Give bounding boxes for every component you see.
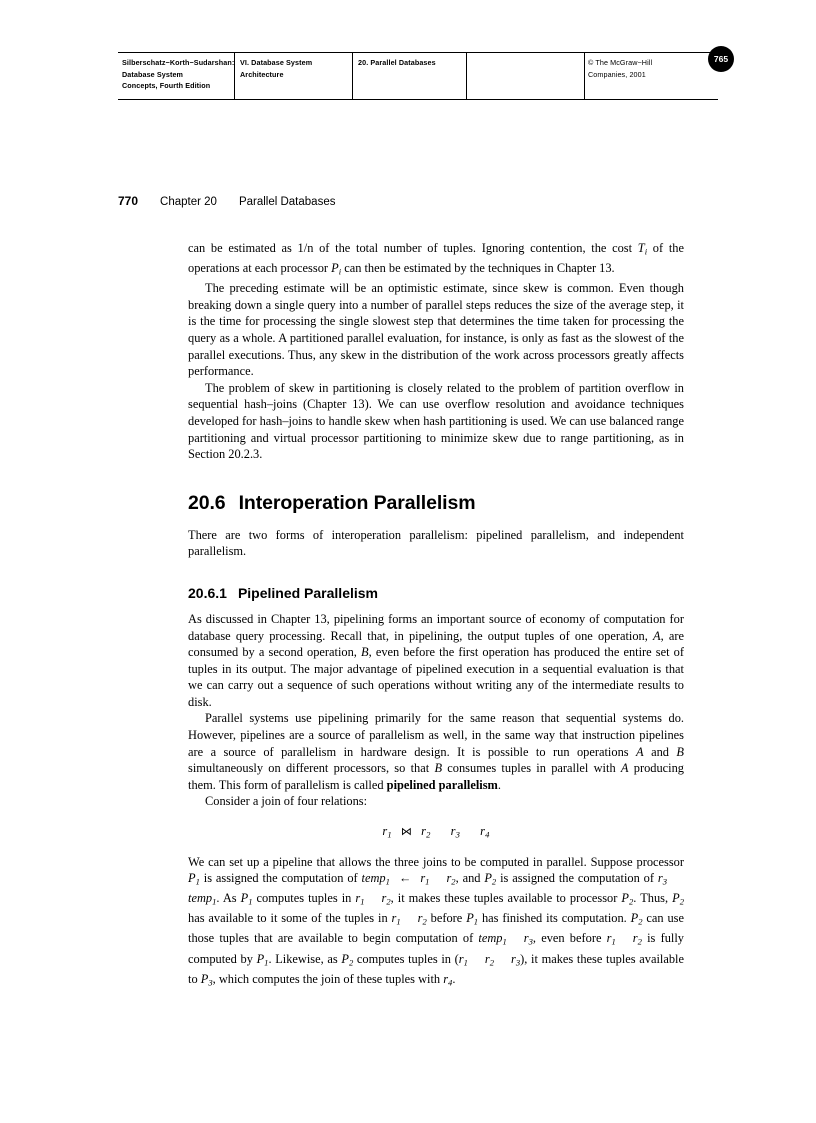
header-book-title: [122, 57, 234, 92]
p8-part-s: .: [452, 971, 456, 986]
p8-part-p: computes tuples in (: [353, 951, 459, 966]
p1-line2-post: can then be estimated by the techniques in: [341, 261, 554, 276]
paragraph-6: [188, 710, 684, 793]
eq-r3-sub: 3: [455, 829, 461, 840]
p8-r1: r: [420, 871, 426, 886]
p8-r2-d: r: [632, 931, 638, 946]
p5-symbol-B: B: [361, 645, 369, 660]
p8-part-k: has finished its computation.: [478, 911, 631, 926]
p8-r4: r: [443, 971, 449, 986]
p8-symbol-P3: P: [200, 971, 209, 986]
eq-r3: r: [450, 824, 456, 839]
p8-temp1-sub: 1: [385, 876, 390, 887]
p1-line1: can be estimated as 1/n of the total number of tuples. Ignoring contention, the cost: [188, 241, 633, 255]
p8-r2: r: [446, 871, 452, 886]
header-divider-4: [584, 53, 585, 99]
header-copyright-line1: © The McGraw−Hill: [588, 58, 653, 67]
p8-symbol-P2-c: P: [672, 891, 680, 906]
paragraph-5: [188, 611, 684, 711]
p8-symbol-P2-b: P: [621, 891, 629, 906]
p6-part-c: simultaneously on different processors, so that: [188, 761, 435, 776]
header-part-line2: Architecture: [240, 69, 284, 79]
header-chapter-title: [358, 57, 466, 69]
p8-part-f: computes tuples in: [252, 891, 356, 906]
p8-part-g: , it makes these tuples available to processor: [390, 891, 622, 906]
header-chapter-line1: 20. Parallel Databases: [358, 58, 436, 67]
header-book-title-line3: Concepts, Fourth Edition: [122, 81, 211, 90]
p6-symbol-B: B: [676, 744, 684, 759]
p5-part-c: , even before the first operation has produced the entire set of tuples in its output. The major advantage of pipelined execution in a sequential evaluation is that we can carry out a sequence of such operations without writing any of the intermediate results to disk.: [188, 645, 684, 709]
p8-symbol-P2-e-sub: 2: [348, 957, 354, 967]
p8-part-m: , even before: [532, 931, 607, 946]
eq-r2-sub: 2: [426, 829, 431, 840]
p8-symbol-P2-d-sub: 2: [638, 916, 643, 927]
p8-r1-c: r: [391, 911, 397, 926]
p8-r1-d: r: [606, 931, 612, 946]
p8-r1-e-sub: 1: [463, 957, 468, 967]
eq-r1-sub: 1: [387, 829, 392, 840]
p8-part-b: is assigned the computation of: [199, 871, 362, 886]
p6-part-f: .: [497, 777, 501, 792]
p8-arrow-icon: ←: [398, 871, 412, 886]
p8-temp1-b-sub: 1: [212, 896, 217, 907]
p8-r3-b: r: [523, 931, 529, 946]
p8-r2-c-sub: 2: [422, 916, 427, 927]
p1-line3: Chapter 13.: [556, 261, 615, 276]
folio-page-number: 770: [118, 194, 139, 208]
p8-part-q: ), it makes these tuples available to: [188, 951, 684, 986]
section-title: Interoperation Parallelism: [238, 491, 476, 514]
p8-r3-sub: 3: [662, 876, 668, 887]
p6-symbol-A2: A: [620, 761, 629, 776]
p8-temp1-c-sub: 1: [502, 936, 507, 947]
paragraph-7: Consider a join of four relations:: [205, 794, 368, 809]
folio-chapter-label: Chapter 20: [160, 196, 217, 208]
p8-symbol-P1-c: P: [466, 911, 474, 926]
p8-temp1-c: temp: [478, 931, 503, 946]
subsection-heading-20-6-1: [188, 585, 684, 601]
header-book-title-line1: Silberschatz−Korth−Sudarshan:: [122, 58, 235, 67]
eq-r2: r: [421, 824, 427, 839]
running-header: [118, 52, 718, 100]
p8-r1-c-sub: 1: [396, 916, 401, 927]
header-part-line1: VI. Database System: [240, 58, 313, 67]
p8-r2-e-sub: 2: [489, 957, 495, 967]
p8-symbol-P2-d: P: [630, 911, 639, 926]
p8-r1-b-sub: 1: [360, 896, 365, 907]
paragraph-1: [188, 240, 684, 280]
p8-symbol-P1: P: [188, 871, 196, 886]
p8-symbol-P1-b-sub: 1: [248, 896, 253, 907]
equation-join-of-four-relations: [188, 824, 684, 840]
p8-part-r: , which computes the join of these tuples with: [212, 971, 444, 986]
p1-symbol-T: T: [637, 241, 645, 255]
eq-r4: r: [480, 824, 486, 839]
p6-symbol-A: A: [636, 744, 644, 759]
p8-part-n: is fully computed by: [188, 931, 684, 966]
p8-part-c: , and: [455, 871, 485, 886]
p6-part-e: producing them. This form of parallelism is called: [188, 761, 684, 792]
subsection-title: Pipelined Parallelism: [237, 584, 378, 601]
p8-r2-sub: 2: [451, 876, 456, 887]
p5-part-a: As discussed in Chapter 13, pipelining forms an important source of economy of computation for database query processing. Recall that, in pipelining, the output tuples of one operation,: [188, 611, 684, 643]
header-copyright: [588, 57, 708, 80]
p8-part-l: can use those tuples that are available to begin computation of: [188, 911, 685, 946]
p1-line2-mid: of the operations at each processor: [188, 241, 684, 276]
p8-r3-b-sub: 3: [528, 936, 533, 947]
p8-symbol-P2-b-sub: 2: [629, 896, 634, 907]
p8-part-a: We can set up a pipeline that allows the three joins to be computed in parallel. Suppose processor: [188, 854, 684, 869]
paragraph-4: There are two forms of interoperation parallelism: pipelined parallelism, and independent parallelism.: [188, 527, 684, 559]
p5-symbol-A: A: [653, 628, 661, 643]
eq-r1: r: [382, 824, 388, 839]
p8-symbol-P3-sub: 3: [208, 977, 213, 988]
p8-symbol-P1-b: P: [240, 891, 249, 906]
eq-r4-sub: 4: [485, 829, 490, 840]
p6-part-a: Parallel systems use pipelining primarily for the same reason that sequential systems do. However, pipelines are a source of parallelism as well, in the same way that instruction pipelines are a source of parallelism in hardware design. It is possible to run operations: [188, 711, 684, 759]
p8-r2-d-sub: 2: [637, 936, 642, 947]
p1-symbol-P-sub: i: [338, 266, 342, 277]
header-book-title-line2: Database System: [122, 69, 184, 79]
p5-part-b: , are consumed by a second operation,: [188, 628, 684, 660]
p1-symbol-P: P: [331, 261, 339, 276]
p8-r3-c-sub: 3: [515, 957, 521, 967]
p8-r1-b: r: [355, 891, 361, 906]
p8-part-o: . Likewise, as: [268, 951, 342, 966]
header-divider-2: [352, 53, 353, 99]
header-copyright-line2: Companies, 2001: [588, 69, 646, 79]
p8-r3-c: r: [511, 951, 516, 966]
body-column: [188, 240, 684, 991]
header-divider-3: [466, 53, 467, 99]
p8-part-i: has available to it some of the tuples in: [188, 911, 392, 926]
subsection-number: 20.6.1: [188, 584, 227, 601]
p8-part-e: . As: [216, 891, 241, 906]
p8-symbol-P1-d-sub: 1: [264, 957, 269, 967]
p8-r2-b: r: [381, 891, 387, 906]
p8-temp1-b: temp: [188, 891, 213, 906]
p6-part-b: and: [643, 744, 677, 759]
p8-part-j: before: [426, 911, 467, 926]
p8-part-h: . Thus,: [633, 891, 673, 906]
p8-symbol-P2-c-sub: 2: [679, 896, 684, 907]
p8-symbol-P2-e: P: [341, 951, 349, 966]
p8-symbol-P1-d: P: [256, 951, 265, 966]
p8-r1-e: r: [458, 951, 464, 966]
p8-r4-sub: 4: [448, 977, 453, 988]
p8-r1-d-sub: 1: [611, 936, 616, 947]
p8-symbol-P2-sub: 2: [491, 876, 497, 887]
p8-temp1: temp: [361, 871, 386, 886]
section-number: 20.6: [188, 491, 226, 514]
p8-r1-sub: 1: [425, 876, 430, 887]
section-heading-20-6: [188, 492, 684, 515]
p8-part-d: is assigned the computation of: [496, 871, 658, 886]
folio-chapter-title: Parallel Databases: [238, 196, 336, 208]
p8-r2-b-sub: 2: [386, 896, 391, 907]
join-operator-icon: ⋈: [400, 825, 413, 839]
p8-symbol-P1-sub: 1: [195, 876, 200, 887]
folio: [118, 194, 335, 208]
p8-r3: r: [657, 871, 663, 886]
paragraph-3: The problem of skew in partitioning is closely related to the problem of partition overflow in sequential hash–joins (Chapter 13). We can use overflow resolution and avoidance techniques developed for hash–joins to handle skew when hash partitioning is used. We can use balanced range partitioning and virtual processor partitioning to minimize skew due to range partitioning, as in Section 20.2.3.: [188, 380, 684, 462]
p8-r2-c: r: [417, 911, 423, 926]
paragraph-8: [188, 854, 684, 991]
paragraph-2: The preceding estimate will be an optimistic estimate, since skew is common. Even though breaking down a single query into a number of parallel steps reduces the size of the average step, it is the time for processing the single slowest step that determines the time taken for processing the query as a whole. A partitioned parallel evaluation, for instance, is only as fast as the slowest of the parallel executions. Thus, any skew in the distribution of the work across processors greatly affects performance.: [188, 281, 684, 379]
p8-r2-e: r: [484, 951, 490, 966]
p6-part-d: consumes tuples in parallel with: [442, 761, 621, 776]
p8-symbol-P2: P: [484, 871, 492, 886]
p8-symbol-P1-c-sub: 1: [473, 916, 479, 927]
p6-symbol-B2: B: [434, 761, 443, 776]
header-part-title: [240, 57, 350, 80]
p6-term-pipelined-parallelism: pipelined parallelism: [386, 777, 498, 792]
p1-symbol-T-sub: i: [644, 246, 648, 257]
page-badge: 765: [708, 46, 734, 72]
